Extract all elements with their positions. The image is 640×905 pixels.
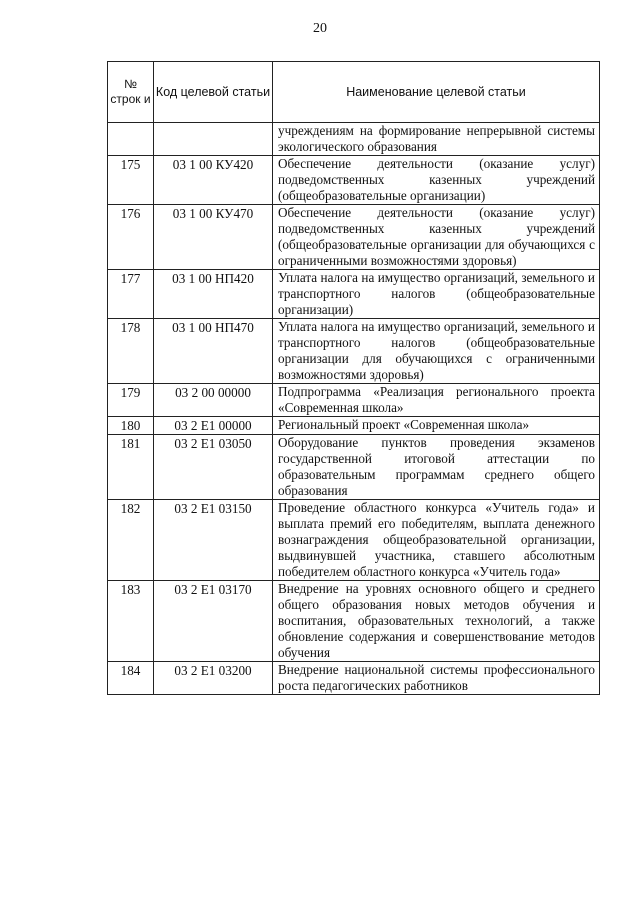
target-name-cell: Региональный проект «Современная школа» <box>273 417 600 435</box>
target-code-cell: 03 1 00 КУ420 <box>154 156 273 205</box>
target-name-cell: Оборудование пунктов проведения экзаменов государственной итоговой аттестации по образовательным программам среднего общего образования <box>273 435 600 500</box>
row-number-cell: 184 <box>108 662 154 695</box>
row-number-cell: 176 <box>108 205 154 270</box>
header-target-code: Код целевой статьи <box>154 62 273 123</box>
target-name-cell: Обеспечение деятельности (оказание услуг) подведомственных казенных учреждений (общеобразовательные организации для обучающихся с ограниченными возможностями здоровья) <box>273 205 600 270</box>
target-code-cell: 03 2 Е1 03200 <box>154 662 273 695</box>
target-name-cell: учреждениям на формирование непрерывной системы экологического образования <box>273 123 600 156</box>
table-row <box>108 270 600 319</box>
row-number-cell: 181 <box>108 435 154 500</box>
header-target-name: Наименование целевой статьи <box>273 62 600 123</box>
target-name-cell: Уплата налога на имущество организаций, земельного и транспортного налогов (общеобразовательные организации) <box>273 270 600 319</box>
table-row <box>108 319 600 384</box>
table-row <box>108 417 600 435</box>
table-row <box>108 123 600 156</box>
target-name-cell: Уплата налога на имущество организаций, земельного и транспортного налогов (общеобразовательные организации для обучающихся с ограниченными возможностями здоровья) <box>273 319 600 384</box>
table-row <box>108 205 600 270</box>
table-row <box>108 662 600 695</box>
table-row <box>108 156 600 205</box>
table-row <box>108 435 600 500</box>
target-code-cell: 03 2 Е1 03050 <box>154 435 273 500</box>
row-number-cell: 179 <box>108 384 154 417</box>
target-code-cell: 03 1 00 НП470 <box>154 319 273 384</box>
target-name-cell: Обеспечение деятельности (оказание услуг) подведомственных казенных учреждений (общеобразовательные организации) <box>273 156 600 205</box>
row-number-cell <box>108 123 154 156</box>
target-code-cell: 03 2 00 00000 <box>154 384 273 417</box>
row-number-cell: 180 <box>108 417 154 435</box>
target-name-cell: Подпрограмма «Реализация регионального проекта «Современная школа» <box>273 384 600 417</box>
header-row-number: № строк и <box>108 62 154 123</box>
target-name-cell: Внедрение на уровнях основного общего и среднего общего образования новых методов обучения и воспитания, образовательных технологий, а также обновление содержания и совершенствование методов обучения <box>273 581 600 662</box>
target-name-cell: Внедрение национальной системы профессионального роста педагогических работников <box>273 662 600 695</box>
target-code-cell <box>154 123 273 156</box>
target-name-cell: Проведение областного конкурса «Учитель года» и выплата премий его победителям, выплата денежного вознаграждения общеобразовательной организации, выдвинувшей участника, ставшего абсолютным победителем областного конкурса «Учитель года» <box>273 500 600 581</box>
row-number-cell: 182 <box>108 500 154 581</box>
row-number-cell: 183 <box>108 581 154 662</box>
table-row <box>108 500 600 581</box>
row-number-cell: 177 <box>108 270 154 319</box>
table-header-row <box>108 62 600 123</box>
target-code-cell: 03 2 Е1 00000 <box>154 417 273 435</box>
page-number: 20 <box>313 21 327 36</box>
table-row <box>108 384 600 417</box>
row-number-cell: 175 <box>108 156 154 205</box>
target-code-cell: 03 2 Е1 03170 <box>154 581 273 662</box>
target-code-cell: 03 1 00 НП420 <box>154 270 273 319</box>
row-number-cell: 178 <box>108 319 154 384</box>
target-code-cell: 03 2 Е1 03150 <box>154 500 273 581</box>
table-row <box>108 581 600 662</box>
target-code-cell: 03 1 00 КУ470 <box>154 205 273 270</box>
target-articles-table <box>107 61 600 695</box>
